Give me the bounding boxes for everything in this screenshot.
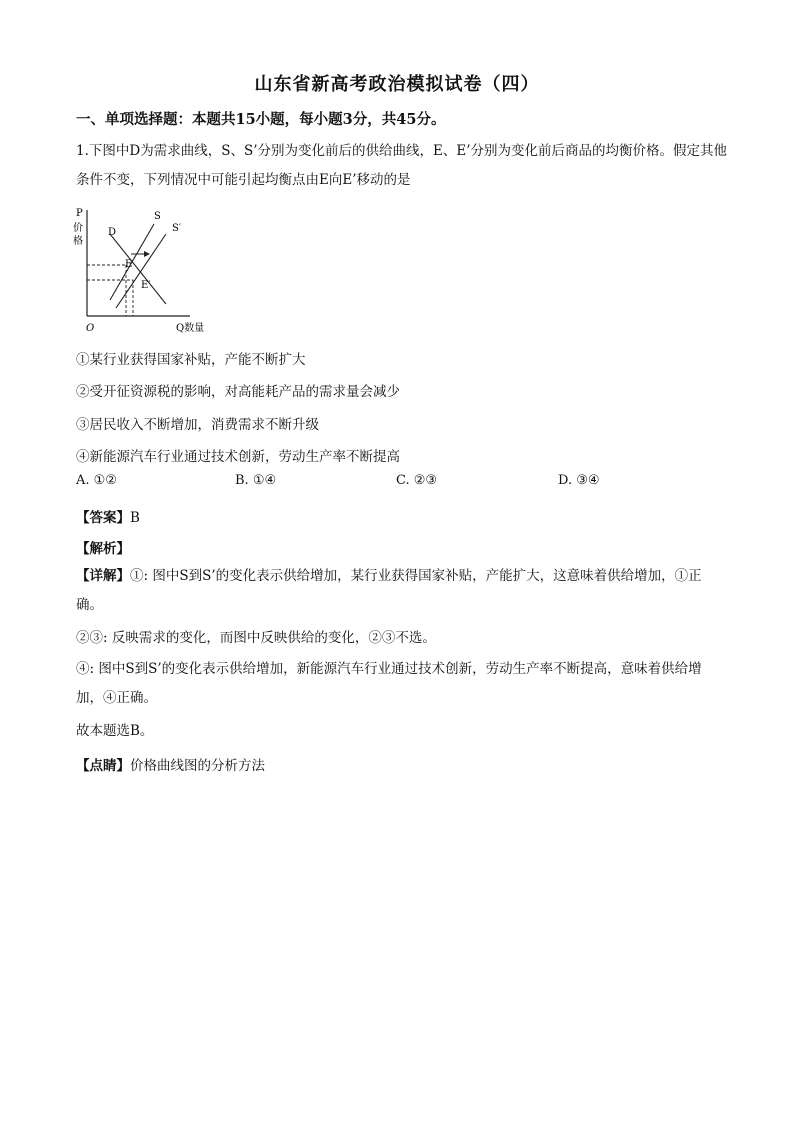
origin-label: O bbox=[86, 323, 95, 334]
statement-3: ③居民收入不断增加，消费需求不断升级 bbox=[76, 417, 319, 433]
detail-paragraph-2: ②③: 反映需求的变化，而图中反映供给的变化，②③不选。 bbox=[76, 630, 436, 646]
detail-label: 【详解】 bbox=[76, 568, 130, 584]
page-title: 山东省新高考政治模拟试卷（四） bbox=[254, 74, 540, 95]
point-label: 【点睛】 bbox=[76, 758, 130, 774]
axis-y-label-p: P bbox=[76, 208, 83, 219]
answer-value: B bbox=[130, 510, 140, 526]
answer-line bbox=[76, 506, 140, 526]
answer-label: 【答案】 bbox=[76, 510, 130, 526]
supply-curve-s2 bbox=[116, 234, 166, 308]
curve-s2-label: S′ bbox=[172, 223, 182, 234]
section-heading: 一、单项选择题：本题共15小题，每小题3分，共45分。 bbox=[76, 111, 446, 128]
axis-y-label-char-1: 价 bbox=[73, 223, 83, 234]
point-e-label: E bbox=[125, 259, 133, 270]
statement-2: ②受开征资源税的影响，对高能耗产品的需求量会减少 bbox=[76, 384, 400, 400]
detail-text-1: ①: 图中S到S’的变化表示供给增加，某行业获得国家补贴，产能扩大，这意味着供给增加，①正确。 bbox=[76, 568, 702, 613]
axis-y-label-char-2: 格 bbox=[73, 236, 83, 247]
statement-1: ①某行业获得国家补贴，产能不断扩大 bbox=[76, 352, 306, 368]
point-text: 价格曲线图的分析方法 bbox=[130, 758, 265, 774]
analysis-label: 【解析】 bbox=[76, 541, 130, 557]
point-e2-label: E′ bbox=[141, 280, 151, 291]
choice-b[interactable]: B. ①④ bbox=[235, 473, 277, 488]
curve-s-label: S bbox=[154, 211, 161, 222]
question-stem: 1.下图中D为需求曲线，S、S’分别为变化前后的供给曲线，E、E’分别为变化前后商品的均衡价格。假定其他条件不变，下列情况中可能引起均衡点由E向E’移动的是 bbox=[76, 143, 727, 188]
axis-x-label: Q数量 bbox=[176, 323, 205, 334]
statement-4: ④新能源汽车行业通过技术创新，劳动生产率不断提高 bbox=[76, 449, 400, 465]
analysis-line bbox=[76, 537, 130, 557]
curve-d-label: D bbox=[108, 227, 117, 238]
supply-demand-figure bbox=[70, 204, 220, 338]
choice-d[interactable]: D. ③④ bbox=[558, 473, 600, 488]
choice-a[interactable]: A. ①② bbox=[76, 473, 117, 488]
detail-paragraph-3: ④: 图中S到S’的变化表示供给增加，新能源汽车行业通过技术创新，劳动生产率不断提高，意味着供给增加，④正确。 bbox=[76, 661, 702, 706]
point-line bbox=[76, 754, 265, 774]
demand-curve bbox=[110, 234, 166, 304]
detail-paragraph-1 bbox=[76, 562, 728, 620]
choice-c[interactable]: C. ②③ bbox=[396, 473, 438, 488]
shift-arrowhead bbox=[144, 251, 150, 257]
detail-paragraph-4: 故本题选B。 bbox=[76, 723, 154, 739]
